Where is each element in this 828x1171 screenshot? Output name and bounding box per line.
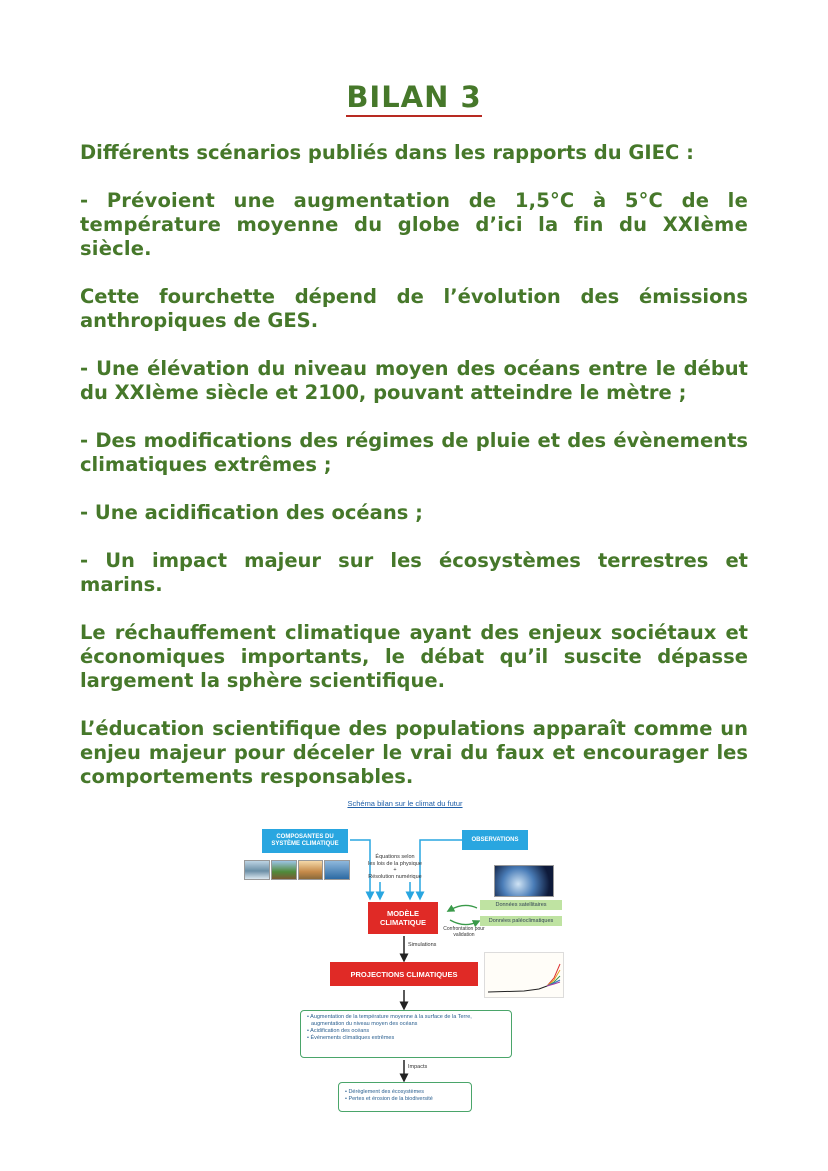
paragraph-intro: Différents scénarios publiés dans les rapports du GIEC : — [80, 141, 694, 164]
photo-satellite — [494, 865, 554, 897]
page-title-text: BILAN 3 — [346, 80, 481, 117]
equations-line-2: les lois de la physique — [368, 860, 422, 867]
effect-item: • Événements climatiques extrêmes — [307, 1035, 395, 1041]
donnees-paleoclimatiques-tag: Données paléoclimatiques — [480, 916, 562, 926]
paragraph-debate: Le réchauffement climatique ayant des enjeux sociétaux et économiques importants, le débat qu’il suscite dépasse largement la sphère scientifique. — [80, 621, 748, 692]
projections-box: PROJECTIONS CLIMATIQUES — [330, 962, 478, 986]
paragraph-rain: - Des modifications des régimes de pluie et des évènements climatiques extrêmes ; — [80, 429, 748, 476]
effects-box — [300, 1010, 512, 1058]
effect-item: • Acidification des océans — [307, 1028, 370, 1034]
paragraph-education: L’éducation scientifique des populations apparaît comme un enjeu majeur pour déceler le vrai du faux et encourager les comportements responsables. — [80, 717, 748, 788]
effect-item: augmentation du niveau moyen des océans — [311, 1021, 418, 1027]
diagram-title: Schéma bilan sur le climat du futur — [347, 799, 463, 808]
equations-line-4: Résolution numérique — [368, 873, 422, 880]
donnees-satellitaires-tag: Données satellitaires — [480, 900, 562, 910]
consequence-item: • Pertes et érosion de la biodiversité — [345, 1096, 433, 1102]
simulations-label: Simulations — [408, 942, 437, 948]
consequences-box — [338, 1082, 472, 1112]
impacts-label: Impacts — [408, 1064, 428, 1070]
photo-vegetation — [271, 860, 297, 880]
photo-ocean — [324, 860, 350, 880]
paragraph-ecosystems: - Un impact majeur sur les écosystèmes terrestres et marins. — [80, 549, 748, 596]
photo-desert — [298, 860, 324, 880]
composantes-box: COMPOSANTES DU SYSTÈME CLIMATIQUE — [262, 829, 348, 853]
effect-item: • Augmentation de la température moyenne à la surface de la Terre, — [307, 1014, 472, 1020]
photo-ice — [244, 860, 270, 880]
paragraph-range: Cette fourchette dépend de l’évolution des émissions anthropiques de GES. — [80, 285, 748, 332]
observations-box: OBSERVATIONS — [462, 830, 528, 850]
confrontation-label: Confrontation pour validation — [443, 926, 485, 938]
projections-graph — [484, 952, 564, 998]
equations-line-1: Équations selon — [375, 854, 415, 860]
equations-text — [358, 854, 432, 880]
paragraph-sea-level: - Une élévation du niveau moyen des océans entre le début du XXIème siècle et 2100, pouvant atteindre le mètre ; — [80, 357, 748, 404]
validation-arrow-top — [450, 905, 477, 910]
modele-climatique-box: MODÈLE CLIMATIQUE — [368, 902, 438, 934]
validation-arrow-bottom — [450, 920, 477, 925]
consequence-item: • Dérèglement des écosystèmes — [345, 1089, 424, 1095]
paragraph-acidification: - Une acidification des océans ; — [80, 501, 423, 524]
equations-line-3: + — [393, 867, 397, 873]
climate-diagram — [240, 796, 570, 1118]
composantes-photos — [244, 860, 350, 880]
page-title — [0, 80, 828, 114]
summary-text — [80, 141, 748, 813]
paragraph-temperature: - Prévoient une augmentation de 1,5°C à 5°C de le température moyenne du globe d’ici la fin du XXIème siècle. — [80, 189, 748, 260]
